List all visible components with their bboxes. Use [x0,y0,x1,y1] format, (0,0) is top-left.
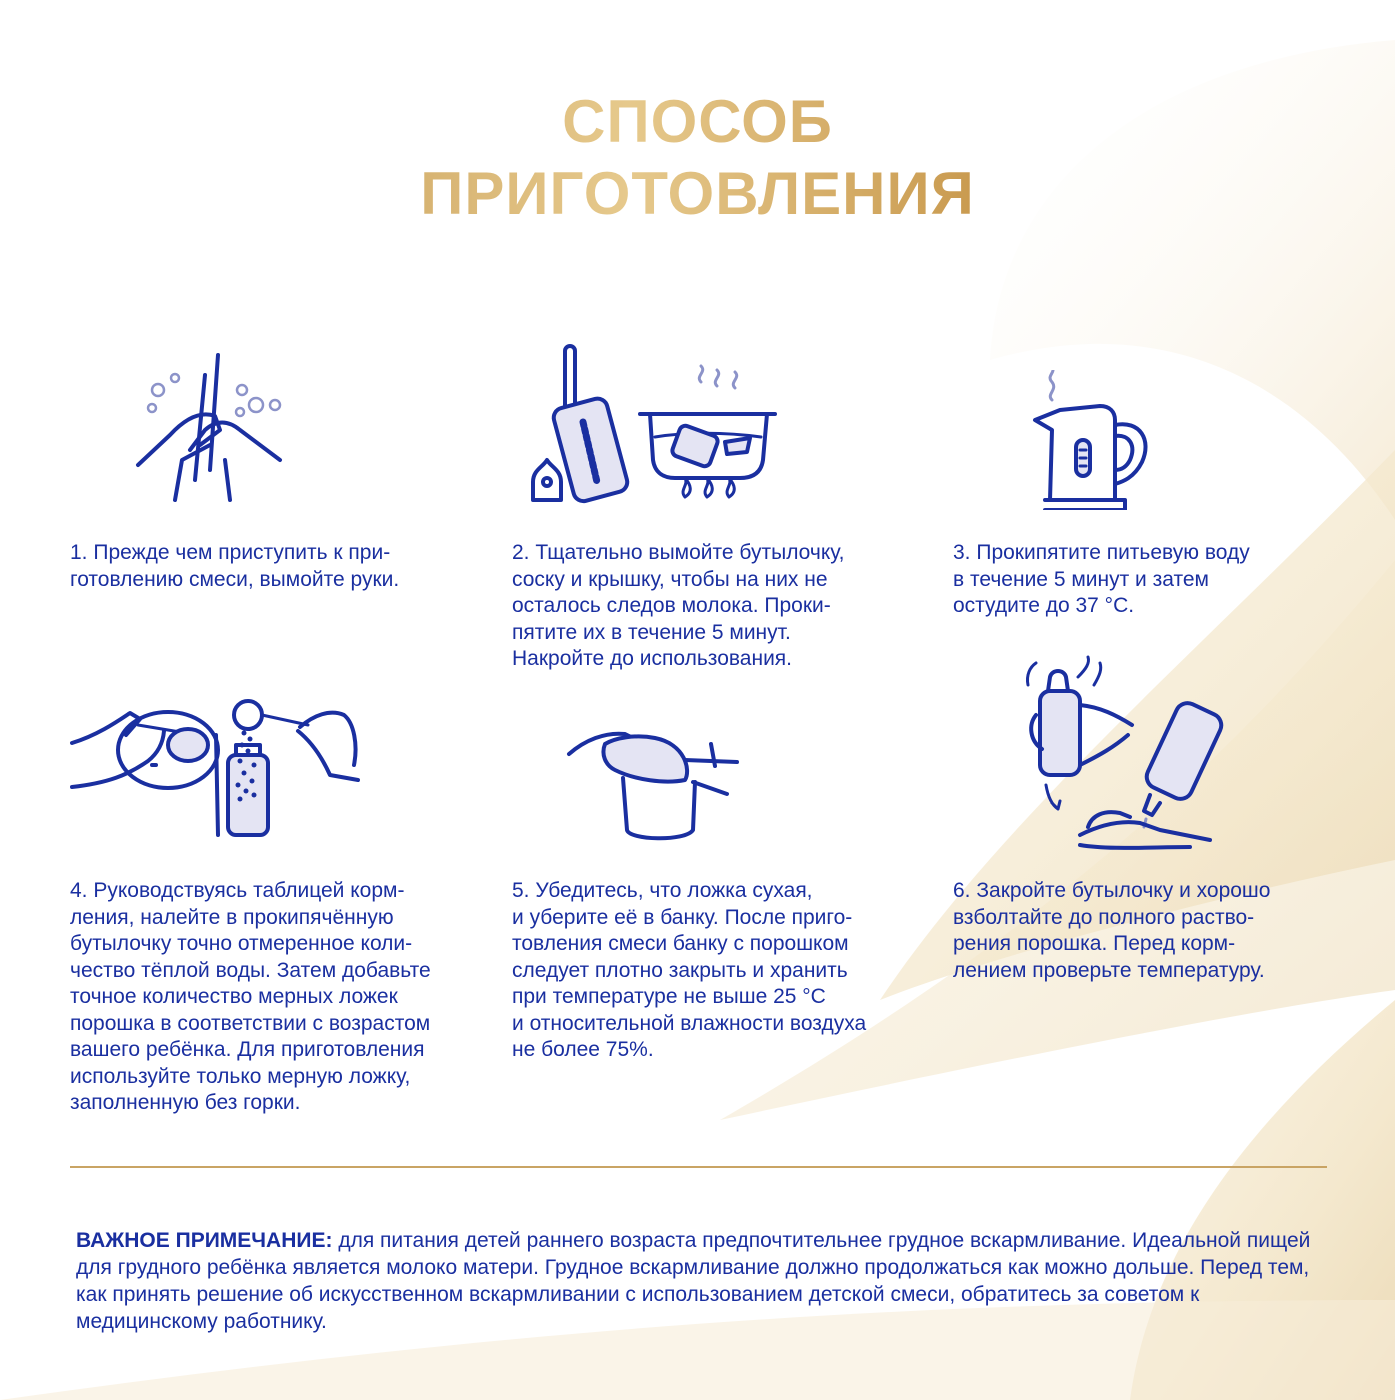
title-line-2: ПРИГОТОВЛЕНИЯ [420,160,975,227]
step-3-text: 3. Прокипятите питьевую воду в течение 5 минут и затем остудите до 37 °С. [953,541,1250,617]
divider [70,1166,1327,1168]
step-5-text: 5. Убедитесь, что ложка сухая, и уберите её в банку. После приго- товления смеси банку с порошком следует плотно закрыть и хранить при температуре не выше 25 °С и относительной влажности воздуха не более 75%. [512,879,867,1061]
important-note-text: для питания детей раннего возраста предпочтительнее грудное вскармливание. Идеальной пищей для грудного ребёнка является молоко матери. Грудное вскармливание должно продолжаться как можно дольше. Перед тем, как принять решение об искусственном вскармливании с использованием детской смеси, обратитесь за советом к медицинскому работнику. [76,1229,1311,1333]
important-note [76,1227,1326,1335]
shake-bottle-icon [1020,655,1225,850]
sterilize-bottle-icon [525,342,780,507]
step-6-text: 6. Закройте бутылочку и хорошо взболтайте до полного раство- рения порошка. Перед корм- лением проверьте температуру. [953,879,1271,982]
measure-powder-icon [68,695,360,840]
title-line-1: СПОСОБ [562,88,833,155]
washing-hands-icon [130,350,290,505]
step-1-text: 1. Прежде чем приступить к при- готовлению смеси, вымойте руки. [70,541,400,591]
important-note-label: ВАЖНОЕ ПРИМЕЧАНИЕ: [76,1229,333,1252]
step-4-text: 4. Руководствуясь таблицей корм- ления, налейте в прокипячённую бутылочку точно отмеренное коли- чество тёплой воды. Затем добавьте точное количество мерных ложек порошка в соответствии с возрастом вашего ребёнка. Для приготовления используйте только мерную ложку, заполненную без горки. [70,879,431,1114]
close-can-icon [565,710,740,845]
step-2-text: 2. Тщательно вымойте бутылочку, соску и крышку, чтобы на них не осталось следов молока. Проки- пятите их в течение 5 минут. Накройте до использования. [512,541,845,670]
kettle-icon [1030,370,1155,510]
page-title [0,86,1395,230]
